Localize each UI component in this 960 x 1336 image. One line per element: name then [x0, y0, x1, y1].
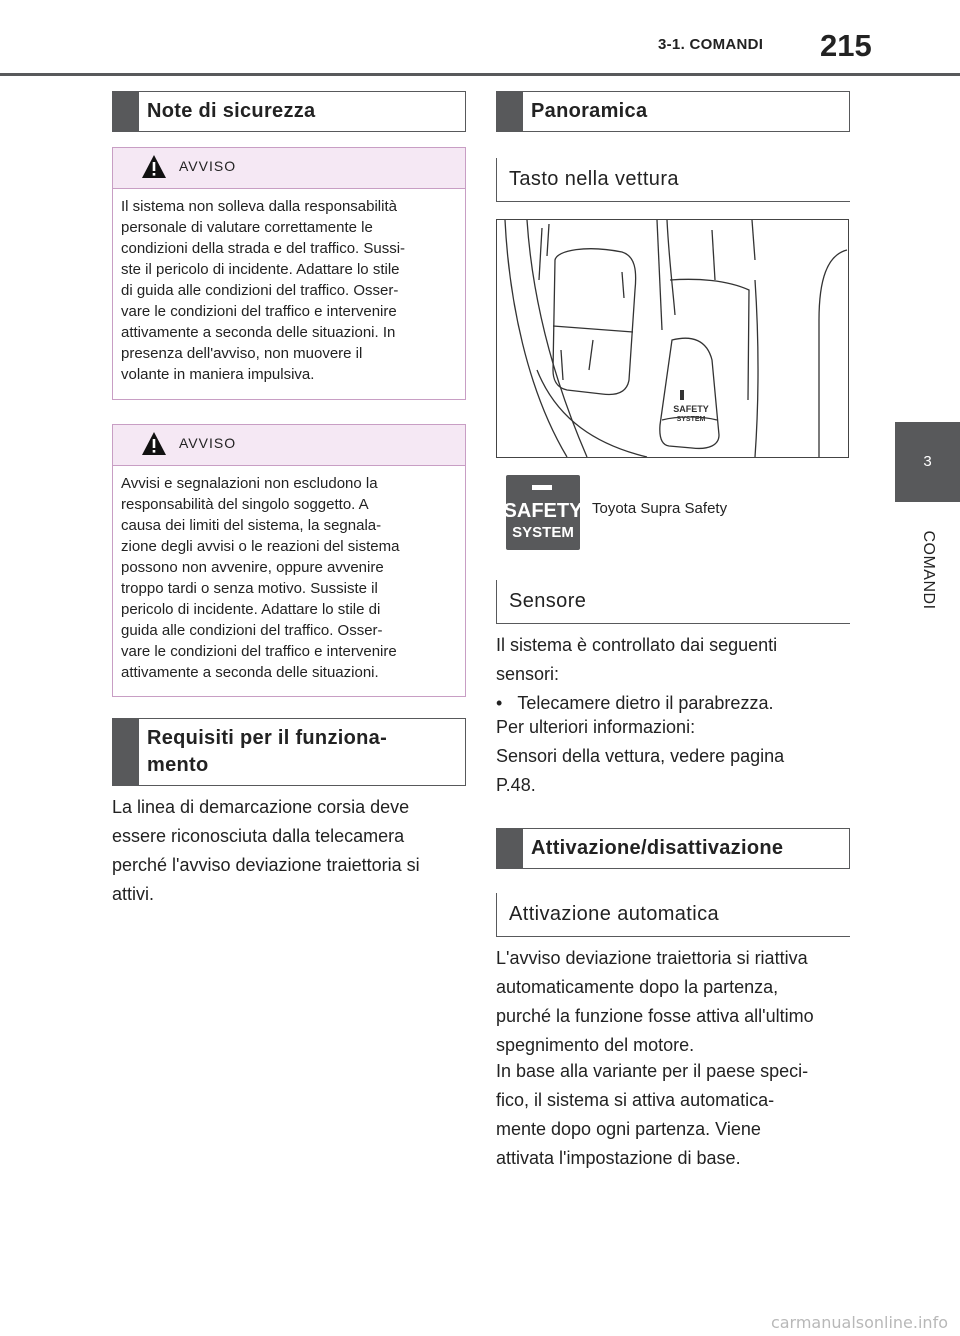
text-line: causa dei limiti del sistema, la segnala- — [121, 517, 382, 534]
warning-header — [113, 148, 465, 189]
sensor-subheading: Sensore — [496, 580, 850, 624]
text-line: purché la funzione fosse attiva all'ultimo — [496, 1006, 814, 1026]
text-line: attivamente a seconda delle situazioni. — [121, 664, 379, 681]
text-line: responsabilità del singolo soggetto. A — [121, 496, 369, 513]
warning-title: AVVISO — [179, 435, 237, 451]
activation-heading — [496, 828, 850, 869]
text-line: vare le condizioni del traffico e intervenire — [121, 643, 397, 660]
text-line: Avvisi e segnalazioni non escludono la — [121, 475, 378, 492]
warning-triangle-icon — [141, 154, 167, 180]
auto-activation-paragraph-2 — [496, 1057, 808, 1173]
text-line: Il sistema è controllato dai seguenti — [496, 635, 778, 655]
text-line: La linea di demarcazione corsia deve — [112, 797, 410, 817]
badge-line-2: SYSTEM — [512, 524, 574, 541]
text-line: Sensori della vettura, vedere pagina — [496, 746, 785, 766]
requirements-paragraph — [112, 793, 420, 909]
bullet-icon: • — [496, 693, 503, 713]
chapter-tab-number: 3 — [895, 422, 960, 502]
activation-heading-text: Attivazione/disattivazione — [531, 837, 784, 859]
text-line: fico, il sistema si attiva automatica- — [496, 1090, 775, 1110]
text-line: L'avviso deviazione traiettoria si riattiva — [496, 948, 808, 968]
badge-caption: Toyota Supra Safety — [592, 500, 728, 517]
text-line: Per ulteriori informazioni: — [496, 717, 696, 737]
page-number: 215 — [820, 28, 872, 63]
more-info-paragraph — [496, 713, 784, 800]
text-line: automaticamente dopo la partenza, — [496, 977, 779, 997]
text-line: pericolo di incidente. Adattare lo stile di — [121, 601, 381, 618]
text-line: sensori: — [496, 664, 560, 684]
bullet-text: Telecamere dietro il parabrezza. — [517, 693, 774, 713]
warning-text — [113, 189, 465, 385]
heading-line: mento — [147, 754, 209, 776]
watermark: carmanualsonline.info — [770, 1313, 948, 1332]
console-button-photo — [496, 219, 849, 458]
header-divider — [0, 73, 960, 76]
heading-bar — [113, 719, 139, 785]
text-line: mente dopo ogni partenza. Viene — [496, 1119, 761, 1139]
center-console-illustration — [497, 220, 848, 457]
text-line: Il sistema non solleva dalla responsabilità — [121, 198, 397, 215]
safety-notes-heading — [112, 91, 466, 132]
text-line: ste il pericolo di incidente. Adattare lo stile — [121, 261, 400, 278]
text-line: presenza dell'avviso, non muovere il — [121, 345, 363, 362]
sensor-paragraph — [496, 631, 777, 718]
warning-triangle-icon — [141, 431, 167, 457]
section-title: 3-1. COMANDI — [658, 36, 764, 53]
text-line: guida alle condizioni del traffico. Osser- — [121, 622, 383, 639]
auto-activation-paragraph-1 — [496, 944, 814, 1060]
text-line: In base alla variante per il paese speci- — [496, 1061, 809, 1081]
chapter-tab-label-text: COMANDI — [919, 530, 937, 610]
requirements-heading — [112, 718, 466, 786]
requirements-heading-text — [147, 725, 387, 779]
text-line: essere riconosciuta dalla telecamera — [112, 826, 405, 846]
heading-line: Requisiti per il funziona- — [147, 727, 388, 749]
chapter-tab-label — [895, 515, 960, 625]
text-line: personale di valutare correttamente le — [121, 219, 373, 236]
text-line: troppo tardi o senza motivo. Sussiste il — [121, 580, 378, 597]
page-reference-link[interactable]: P.48. — [496, 775, 536, 795]
warning-box-1 — [112, 147, 466, 400]
safety-system-badge — [506, 475, 580, 550]
overview-heading — [496, 91, 850, 132]
button-subheading: Tasto nella vettura — [496, 158, 850, 202]
warning-box-2 — [112, 424, 466, 697]
text-line: possono non avvenire, oppure avvenire — [121, 559, 384, 576]
heading-bar — [113, 92, 139, 131]
heading-bar — [497, 92, 523, 131]
text-line: attivata l'impostazione di base. — [496, 1148, 741, 1168]
warning-text — [113, 466, 465, 683]
text-line: attivi. — [112, 884, 155, 904]
heading-bar — [497, 829, 523, 868]
text-line: attivamente a seconda delle situazioni. In — [121, 324, 396, 341]
warning-header — [113, 425, 465, 466]
overview-heading-text: Panoramica — [531, 100, 648, 122]
text-line: volante in maniera impulsiva. — [121, 366, 315, 383]
text-line: perché l'avviso deviazione traiettoria si — [112, 855, 420, 875]
badge-line-1: SAFETY — [506, 500, 580, 522]
warning-title: AVVISO — [179, 158, 237, 174]
text-line: zione degli avvisi o le reazioni del sistema — [121, 538, 400, 555]
text-line: spegnimento del motore. — [496, 1035, 695, 1055]
safety-system-icon — [506, 475, 580, 550]
text-line: condizioni della strada e del traffico. Sussi- — [121, 240, 406, 257]
photo-button-label-2: SYSTEM — [676, 416, 706, 423]
auto-activation-subheading: Attivazione automatica — [496, 893, 850, 937]
safety-notes-heading-text: Note di sicurezza — [147, 100, 316, 122]
text-line: vare le condizioni del traffico e intervenire — [121, 303, 397, 320]
text-line: di guida alle condizioni del traffico. Osser- — [121, 282, 399, 299]
photo-button-label-1: SAFETY — [673, 404, 709, 414]
